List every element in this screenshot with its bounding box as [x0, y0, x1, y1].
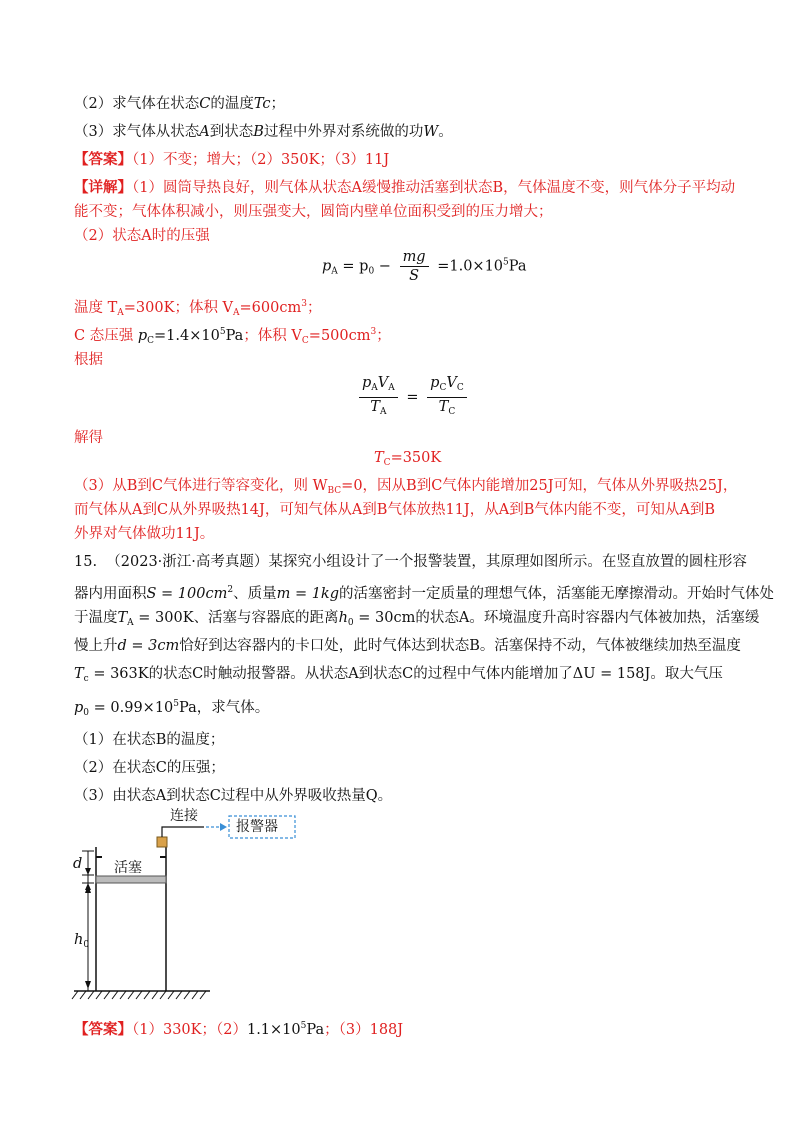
detail14-line8: （3）从B到C气体进行等容变化，则 $W_{BC}=0$，因从B到C气体内能增加25J可知，气体从外界吸热25J，: [74, 478, 738, 496]
q15-line3: 于温度$T_A = 300K$、活塞与容器底的距离$h_0 = 30cm$的状态A。环境温度升高时容器内气体被加热，活塞缓: [74, 610, 760, 628]
detail14-line7: 解得: [74, 430, 103, 446]
detail14-line10: 外界对气体做功11J。: [74, 526, 215, 542]
figure-piston-label: 活塞: [114, 860, 142, 876]
detail14-line6: 根据: [74, 352, 103, 368]
q15-line6: $p_0 = 0.99\times 10^5Pa$，求气体。: [74, 699, 270, 718]
detail14-line4: 温度 $T_A=300K$；体积 $V_A=600cm^3$；: [74, 299, 322, 318]
q15-sub1: （1）在状态B的温度；: [74, 732, 225, 748]
q15-line2: 器内用面积$S = 100cm^2$、质量m = 1kg的活塞密封一定质量的理想气体，活塞能无摩擦滑动。开始时气体处: [74, 585, 775, 602]
answer14: 【答案】（1）不变；增大；（2）350K；（3）11J: [74, 151, 390, 168]
detail14-line5: C 态压强 $p_C=1.4\times 10^5Pa$；体积 $V_C=500cm^3$；: [74, 327, 391, 346]
q15-sub3: （3）由状态A到状态C过程中从外界吸收热量Q。: [74, 788, 393, 804]
equation-gas-law: $\frac{p_AV_A}{T_A}$ = $\frac{p_CV_C}{T_C}$: [355, 374, 471, 421]
q15-line5: $T_c = 363K$的状态C时触动报警器。从状态A到状态C的过程中气体内能增加了ΔU = 158J。取大气压: [74, 666, 723, 684]
q15-sub2: （2）在状态C的压强；: [74, 760, 225, 776]
detail14-line9: 而气体从A到C从外界吸热14J，可知气体从A到B气体放热11J，从A到B气体内能不变，可知从A到B: [74, 502, 715, 518]
figure-alarm-label: 报警器: [236, 819, 278, 835]
equation-pa: $p_A = p_0$ − $\frac{mg}{S}$ $=1.0\times 10^5Pa$: [322, 249, 527, 284]
q14-part2: （2）求气体在状态C的温度Tc；: [74, 96, 286, 112]
detail14-line2: 能不变；气体体积减小，则压强变大，圆筒内壁单位面积受到的压力增大；: [74, 204, 553, 220]
detail14-line3: （2）状态A时的压强: [74, 228, 210, 244]
tc-result: $T_C=350K$: [374, 450, 442, 468]
detail14-line1: 【详解】（1）圆筒导热良好，则气体从状态A缓慢推动活塞到状态B，气体温度不变，则气体分子平均动: [74, 179, 736, 196]
figure-connect-label: 连接: [170, 808, 198, 824]
figure-d-label: d: [73, 856, 83, 872]
q14-part3: （3）求气体从状态A到状态B过程中外界对系统做的功W。: [74, 124, 453, 140]
q15-line1: 15. （2023·浙江·高考真题）某探究小组设计了一个报警装置，其原理如图所示。在竖直放置的圆柱形容: [74, 554, 747, 570]
answer15: 【答案】（1）330K；$(2)1.1\times 10^5Pa$；（3）188J: [74, 1021, 404, 1038]
q15-line4: 慢上升d = 3cm恰好到达容器内的卡口处，此时气体达到状态B。活塞保持不动，气体被继续加热至温度: [74, 638, 741, 654]
figure-h0-label: $h_0$: [74, 932, 90, 950]
